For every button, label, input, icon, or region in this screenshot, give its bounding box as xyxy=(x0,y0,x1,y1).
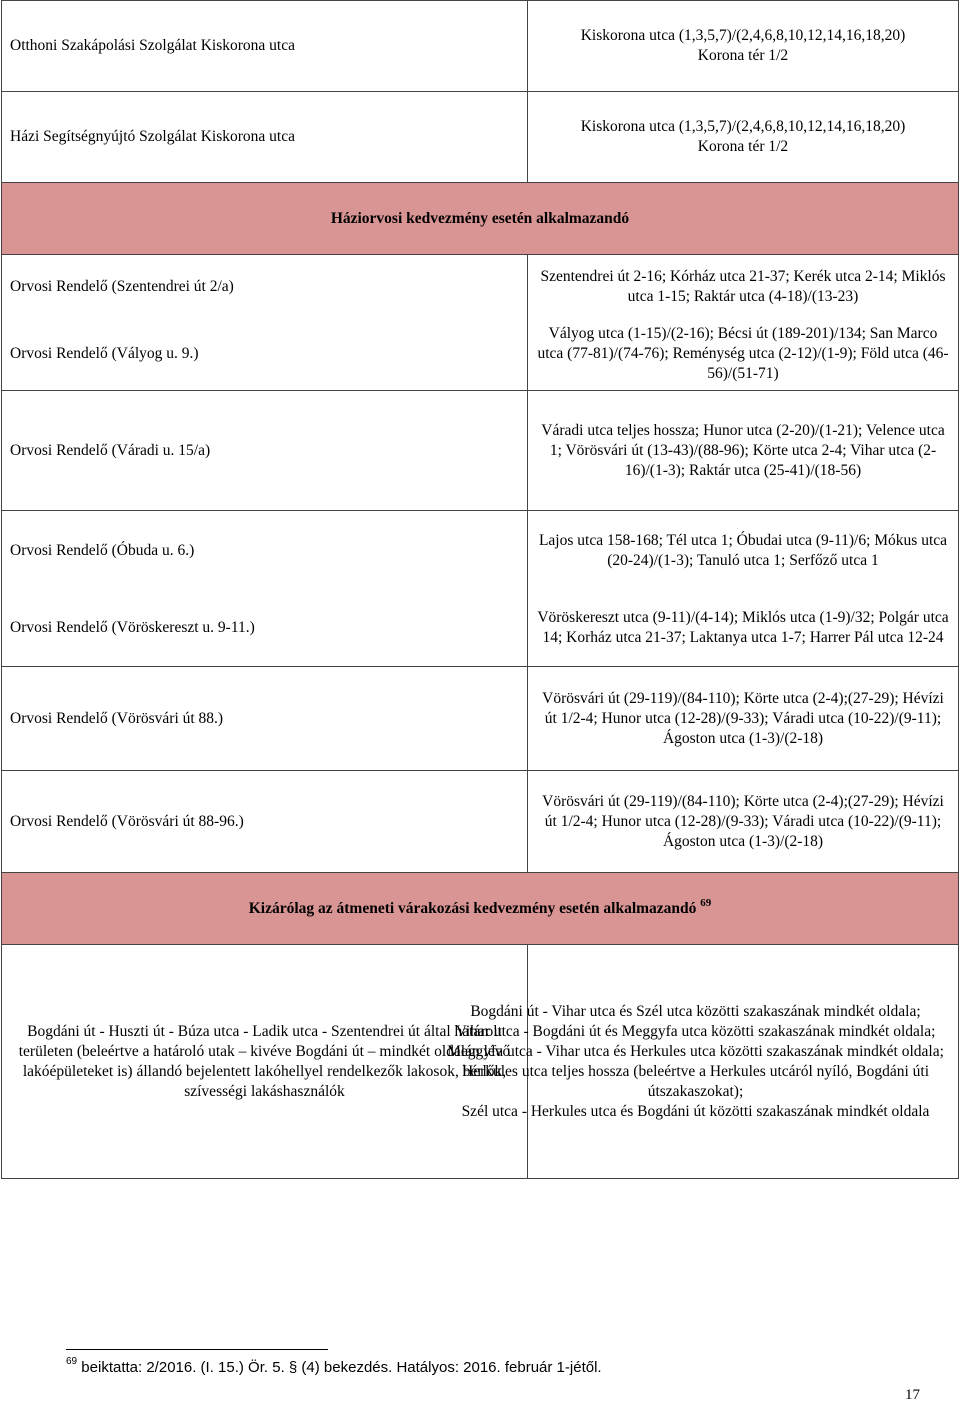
area-line: Kiskorona utca (1,3,5,7)/(2,4,6,8,10,12,14,16,18,20) xyxy=(580,27,906,44)
clinic-name-voroskereszt: Orvosi Rendelő (Vöröskereszt u. 9-11.) xyxy=(10,618,255,636)
street-item: Herkules utca teljes hossza (beleértve a Herkules utcáról nyíló, Bogdáni úti útszakaszokat); xyxy=(462,1062,929,1100)
section-header-text: Háziorvosi kedvezmény esetén alkalmazandó xyxy=(330,209,630,227)
service-area-table xyxy=(1,0,959,1179)
area-line: Korona tér 1/2 xyxy=(697,138,789,155)
clinic-area-vorosvari-88-96: Vörösvári út (29-119)/(84-110); Körte utca (2-4);(27-29); Hévízi út 1/2-4; Hunor utca (12-28)/(9-33); Váradi utca (10-22)/(9-11); Ágoston utca (1-3)/(2-18) xyxy=(542,792,944,850)
clinic-area-obuda: Lajos utca 158-168; Tél utca 1; Óbudai utca (9-11)/6; Mókus utca (20-24)/(1-3); Tanuló utca 1; Serfőző utca 1 xyxy=(538,531,948,569)
service-name-cell xyxy=(2,92,528,183)
clinic-name-varadi: Orvosi Rendelő (Váradi u. 15/a) xyxy=(10,441,211,459)
street-item: Meggyfa utca - Vihar utca és Herkules utca közötti szakaszának mindkét oldala; xyxy=(447,1042,944,1060)
street-item: Vihar utca - Bogdáni út és Meggyfa utca közötti szakaszának mindkét oldala; xyxy=(455,1022,936,1040)
temp-area-description-cell xyxy=(2,945,528,1179)
footnote-text: beiktatta: 2/2016. (I. 15.) Ör. 5. § (4) bekezdés. Hatályos: 2016. február 1-jétől. xyxy=(81,1359,602,1376)
clinic-area-cell xyxy=(528,667,959,771)
temp-area-description: Bogdáni út - Huszti út - Búza utca - Ladik utca - Szentendrei út által határolt területen (beleértve a határoló utak – kivéve Bogdáni út – mindkét oldalán lévő lakóépületeket is) állandó bejelentett lakóhellyel rendelkezők lakosok, bérlők, szívességi lakáshasználók xyxy=(18,1022,511,1100)
section-header-temporary xyxy=(2,873,959,945)
table-row xyxy=(2,667,959,771)
table-row xyxy=(2,511,959,667)
street-item: Szél utca - Herkules utca és Bogdáni út közötti szakaszának mindkét oldala xyxy=(461,1102,930,1120)
section-header-row xyxy=(2,183,959,255)
section-header-text: Kizárólag az átmeneti várakozási kedvezmény esetén alkalmazandó xyxy=(248,899,697,917)
page-number: 17 xyxy=(905,1387,920,1403)
service-area-cell xyxy=(528,1,959,92)
street-item: Bogdáni út - Vihar utca és Szél utca közötti szakaszának mindkét oldala; xyxy=(470,1002,921,1020)
clinic-area-valyog: Vályog utca (1-15)/(2-16); Bécsi út (189-201)/134; San Marco utca (77-81)/(74-76); Reménység utca (2-12)/(1-9); Föld utca (46-56)/(51-71) xyxy=(537,324,949,382)
table-row xyxy=(2,255,959,391)
table-row xyxy=(2,391,959,511)
clinic-area-cell xyxy=(528,771,959,873)
footnote xyxy=(66,1358,602,1378)
clinic-name-valyog: Orvosi Rendelő (Vályog u. 9.) xyxy=(10,344,199,362)
clinic-name-cell xyxy=(2,511,528,667)
clinic-area-vorosvari-88: Vörösvári út (29-119)/(84-110); Körte utca (2-4);(27-29); Hévízi út 1/2-4; Hunor utca (12-28)/(9-33); Váradi utca (10-22)/(9-11); Ágoston utca (1-3)/(2-18) xyxy=(542,689,944,747)
temp-area-streets xyxy=(432,1002,959,1122)
footnote-reference: 69 xyxy=(700,896,712,909)
service-name-cell xyxy=(2,1,528,92)
service-area-cell xyxy=(528,92,959,183)
clinic-name-obuda: Orvosi Rendelő (Óbuda u. 6.) xyxy=(10,541,195,559)
table-row xyxy=(2,1,959,92)
footnote-number: 69 xyxy=(66,1356,78,1367)
area-line: Korona tér 1/2 xyxy=(697,47,789,64)
service-name: Otthoni Szakápolási Szolgálat Kiskorona utca xyxy=(10,37,295,54)
clinic-area-cell xyxy=(528,255,959,391)
clinic-area-cell xyxy=(528,511,959,667)
temp-area-streets-cell xyxy=(447,945,959,1179)
section-header-gp xyxy=(2,183,959,255)
service-name: Házi Segítségnyújtó Szolgálat Kiskorona utca xyxy=(10,128,295,145)
table-row xyxy=(2,771,959,873)
area-line: Kiskorona utca (1,3,5,7)/(2,4,6,8,10,12,14,16,18,20) xyxy=(580,118,906,135)
clinic-name-cell xyxy=(2,391,528,511)
clinic-area-voroskereszt: Vöröskereszt utca (9-11)/(4-14); Miklós utca (1-9)/32; Polgár utca 14; Korház utca 21-37; Laktanya utca 1-7; Harrer Pál utca 12-24 xyxy=(537,608,949,646)
clinic-name-cell xyxy=(2,255,528,391)
table-row xyxy=(2,945,959,1179)
clinic-name-vorosvari-88: Orvosi Rendelő (Vörösvári út 88.) xyxy=(10,709,224,727)
section-header-row xyxy=(2,873,959,945)
clinic-name-vorosvari-88-96: Orvosi Rendelő (Vörösvári út 88-96.) xyxy=(10,812,244,830)
clinic-name-cell xyxy=(2,771,528,873)
footnote-separator xyxy=(66,1349,328,1350)
clinic-name-szentendrei: Orvosi Rendelő (Szentendrei út 2/a) xyxy=(10,277,234,295)
table-row xyxy=(2,92,959,183)
clinic-name-cell xyxy=(2,667,528,771)
clinic-area-cell xyxy=(528,391,959,511)
clinic-area-szentendrei: Szentendrei út 2-16; Kórház utca 21-37; Kerék utca 2-14; Miklós utca 1-15; Raktár utca (4-18)/(13-23) xyxy=(540,267,946,305)
clinic-area-varadi: Váradi utca teljes hossza; Hunor utca (2-20)/(1-21); Velence utca 1; Vörösvári út (13-43)/(88-96); Körte utca 2-4; Vihar utca (2-16)/(1-3); Raktár utca (25-41)/(18-56) xyxy=(541,421,945,479)
